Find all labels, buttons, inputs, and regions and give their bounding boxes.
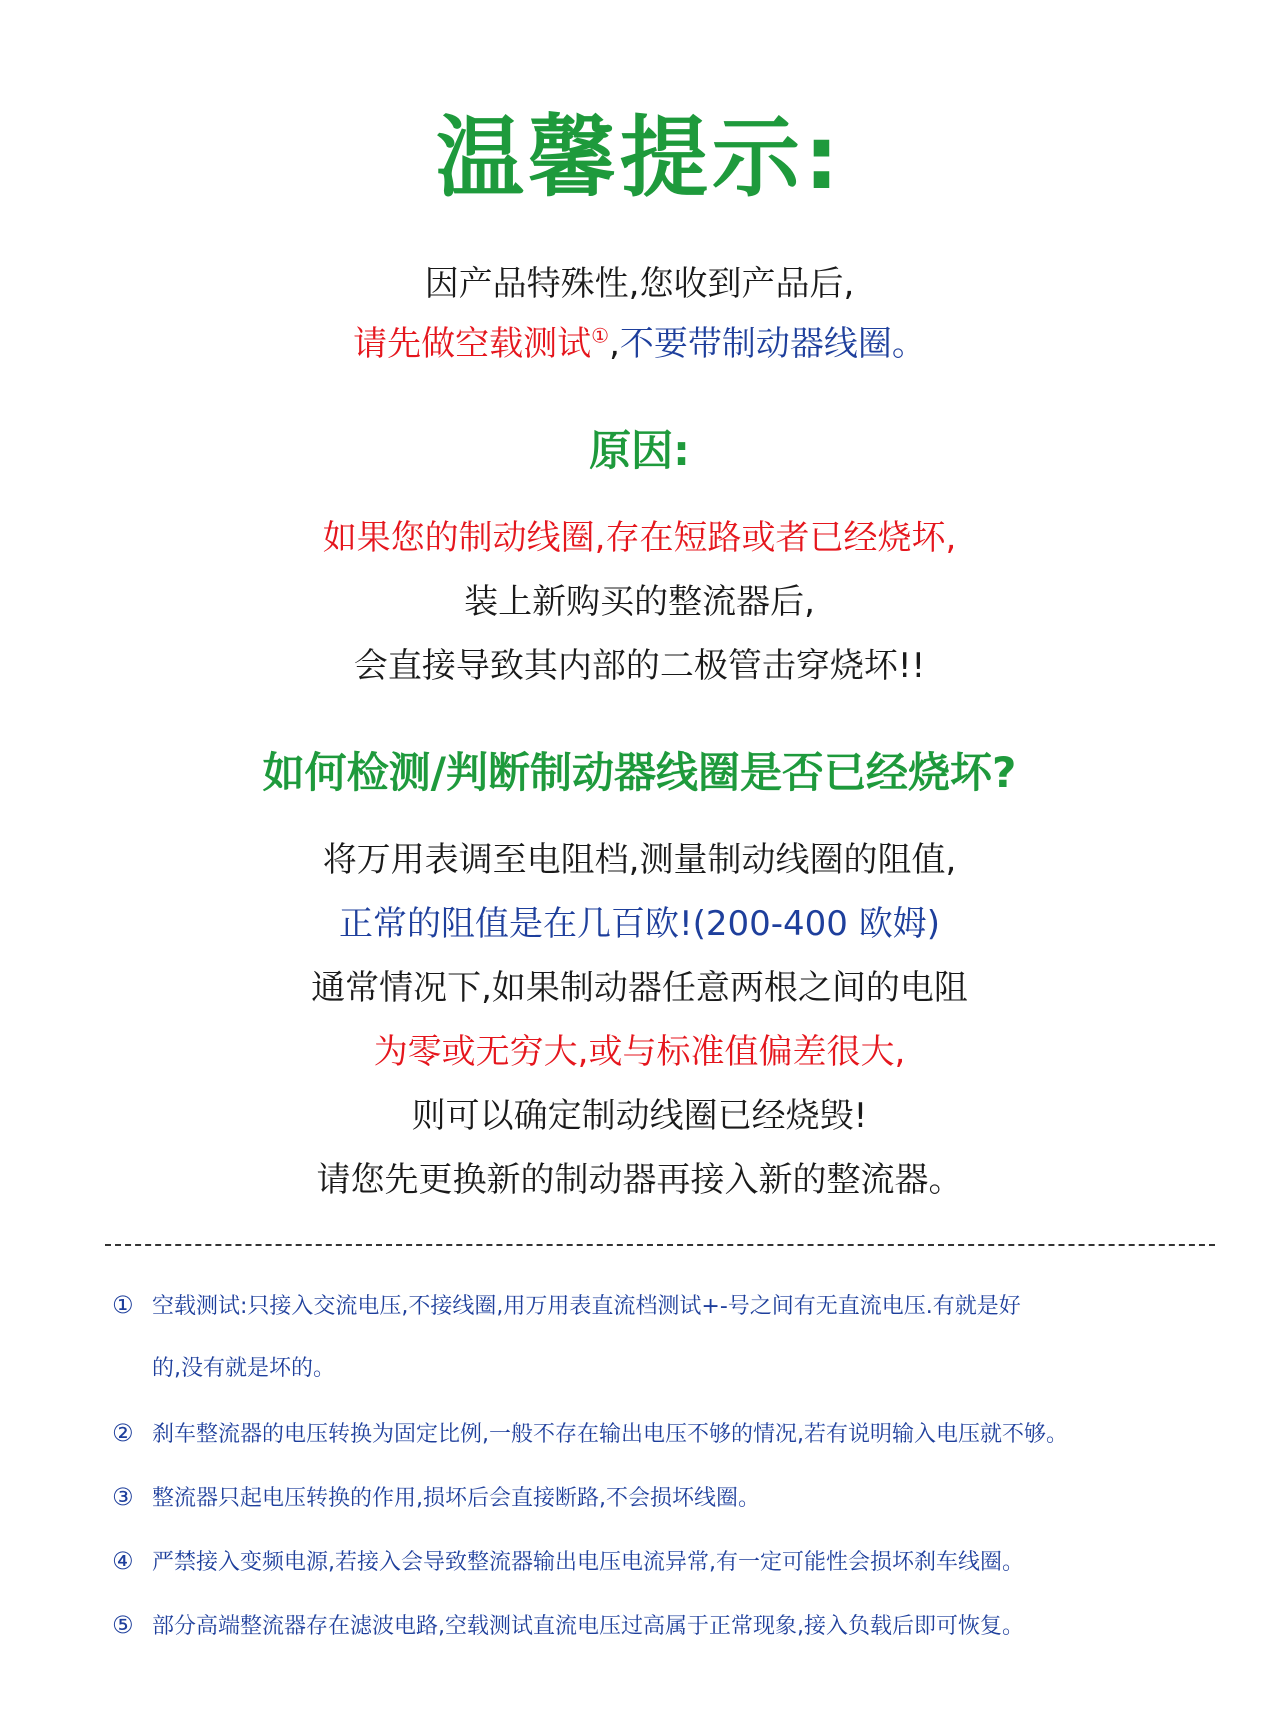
reason-heading: 原因: [589,426,690,475]
detect-line-3: 通常情况下,如果制动器任意两根之间的电阻 [311,968,968,1008]
footnote-text: 整流器只起电压转换的作用,损坏后会直接断路,不会损坏线圈。 [152,1486,760,1511]
reason-line-3: 会直接导致其内部的二极管击穿烧坏!! [353,646,926,686]
intro-separator: , [609,324,620,364]
dashed-divider [105,1244,1215,1246]
detect-line-5: 则可以确定制动线圈已经烧毁! [411,1096,868,1136]
detect-line-6: 请您先更换新的制动器再接入新的整流器。 [316,1160,963,1200]
no-load-test-instruction: 请先做空载测试 [353,324,592,364]
footnote-1 [112,1290,1222,1381]
page-title: 温馨提示: [435,106,844,209]
footnote-number: ③ [112,1483,134,1511]
intro-line-1: 因产品特殊性,您收到产品后, [424,264,855,304]
footnote-5 [112,1610,1222,1642]
reason-line-2: 装上新购买的整流器后, [464,582,815,622]
footnote-text: 严禁接入变频电源,若接入会导致整流器输出电压电流异常,有一定可能性会损坏刹车线圈。 [152,1550,1024,1575]
footnote-ref-1: ① [591,323,610,348]
intro-line-2 [0,322,1279,366]
footnote-text: 部分高端整流器存在滤波电路,空载测试直流电压过高属于正常现象,接入负载后即可恢复。 [152,1614,1024,1639]
detect-line-2: 正常的阻值是在几百欧!(200-400 欧姆) [338,904,941,944]
detect-line-4: 为零或无穷大,或与标准值偏差很大, [373,1032,906,1072]
reason-line-1: 如果您的制动线圈,存在短路或者已经烧坏, [322,518,957,558]
footnote-number: ④ [112,1547,134,1575]
footnote-text: 刹车整流器的电压转换为固定比例,一般不存在输出电压不够的情况,若有说明输入电压就不够。 [152,1422,1068,1447]
footnote-3 [112,1482,1222,1514]
footnote-number: ① [112,1291,134,1319]
footnote-2 [112,1418,1222,1450]
no-coil-instruction: 不要带制动器线圈。 [619,324,926,364]
footnote-number: ⑤ [112,1611,134,1639]
footnote-4 [112,1546,1222,1578]
footnote-number: ② [112,1419,134,1447]
detect-line-1: 将万用表调至电阻档,测量制动线圈的阻值, [322,840,957,880]
detect-heading: 如何检测/判断制动器线圈是否已经烧坏? [262,748,1017,797]
footnote-text-continued: 的,没有就是坏的。 [152,1356,335,1381]
footnote-text: 空载测试:只接入交流电压,不接线圈,用万用表直流档测试+-号之间有无直流电压.有就是好 [152,1294,1021,1319]
